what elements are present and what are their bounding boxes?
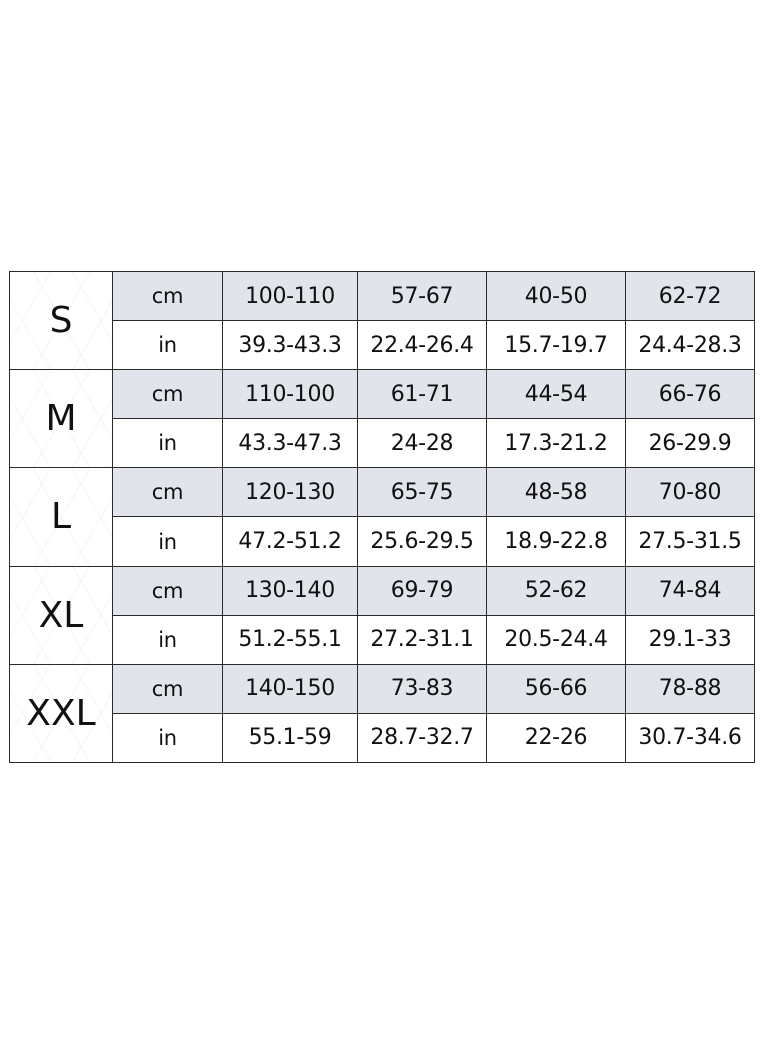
measurement-cm-cell: 52-62 (487, 566, 626, 615)
measurement-cm-cell: 44-54 (487, 370, 626, 419)
size-label: XXL (10, 664, 113, 762)
size-chart-body (10, 272, 755, 763)
measurement-cm-cell: 61-71 (358, 370, 487, 419)
measurement-cm-cell: 48-58 (487, 468, 626, 517)
measurement-cm-cell: 66-76 (626, 370, 755, 419)
measurement-in-cell: 15.7-19.7 (487, 321, 626, 370)
measurement-cm-cell: 140-150 (223, 664, 358, 713)
size-row-in (10, 517, 755, 566)
size-row-cm (10, 664, 755, 713)
measurement-in-cell: 18.9-22.8 (487, 517, 626, 566)
measurement-in-cell: 20.5-24.4 (487, 615, 626, 664)
size-row-cm (10, 566, 755, 615)
measurement-in-cell: 55.1-59 (223, 713, 358, 762)
measurement-cm-cell: 70-80 (626, 468, 755, 517)
measurement-in-cell: 47.2-51.2 (223, 517, 358, 566)
measurement-cm-cell: 73-83 (358, 664, 487, 713)
measurement-cm-cell: 130-140 (223, 566, 358, 615)
size-label: XL (10, 566, 113, 664)
size-row-in (10, 419, 755, 468)
measurement-cm-cell: 110-100 (223, 370, 358, 419)
unit-cm-label: cm (113, 468, 223, 517)
measurement-in-cell: 39.3-43.3 (223, 321, 358, 370)
measurement-cm-cell: 69-79 (358, 566, 487, 615)
measurement-cm-cell: 120-130 (223, 468, 358, 517)
measurement-in-cell: 29.1-33 (626, 615, 755, 664)
measurement-in-cell: 27.5-31.5 (626, 517, 755, 566)
measurement-in-cell: 51.2-55.1 (223, 615, 358, 664)
unit-cm-label: cm (113, 664, 223, 713)
unit-cm-label: cm (113, 272, 223, 321)
measurement-in-cell: 43.3-47.3 (223, 419, 358, 468)
unit-cm-label: cm (113, 370, 223, 419)
unit-in-label: in (113, 517, 223, 566)
size-row-in (10, 713, 755, 762)
measurement-in-cell: 28.7-32.7 (358, 713, 487, 762)
measurement-in-cell: 25.6-29.5 (358, 517, 487, 566)
measurement-cm-cell: 65-75 (358, 468, 487, 517)
measurement-in-cell: 22.4-26.4 (358, 321, 487, 370)
measurement-cm-cell: 40-50 (487, 272, 626, 321)
size-row-in (10, 615, 755, 664)
measurement-cm-cell: 100-110 (223, 272, 358, 321)
measurement-in-cell: 22-26 (487, 713, 626, 762)
size-row-in (10, 321, 755, 370)
size-chart-table (9, 271, 755, 763)
size-label: S (10, 272, 113, 370)
unit-in-label: in (113, 321, 223, 370)
measurement-in-cell: 17.3-21.2 (487, 419, 626, 468)
measurement-cm-cell: 57-67 (358, 272, 487, 321)
size-row-cm (10, 272, 755, 321)
unit-in-label: in (113, 713, 223, 762)
size-row-cm (10, 370, 755, 419)
measurement-cm-cell: 56-66 (487, 664, 626, 713)
measurement-in-cell: 27.2-31.1 (358, 615, 487, 664)
measurement-cm-cell: 74-84 (626, 566, 755, 615)
size-label: M (10, 370, 113, 468)
unit-in-label: in (113, 419, 223, 468)
measurement-cm-cell: 62-72 (626, 272, 755, 321)
measurement-in-cell: 24.4-28.3 (626, 321, 755, 370)
unit-in-label: in (113, 615, 223, 664)
measurement-in-cell: 26-29.9 (626, 419, 755, 468)
size-row-cm (10, 468, 755, 517)
size-label: L (10, 468, 113, 566)
measurement-in-cell: 30.7-34.6 (626, 713, 755, 762)
measurement-cm-cell: 78-88 (626, 664, 755, 713)
measurement-in-cell: 24-28 (358, 419, 487, 468)
unit-cm-label: cm (113, 566, 223, 615)
